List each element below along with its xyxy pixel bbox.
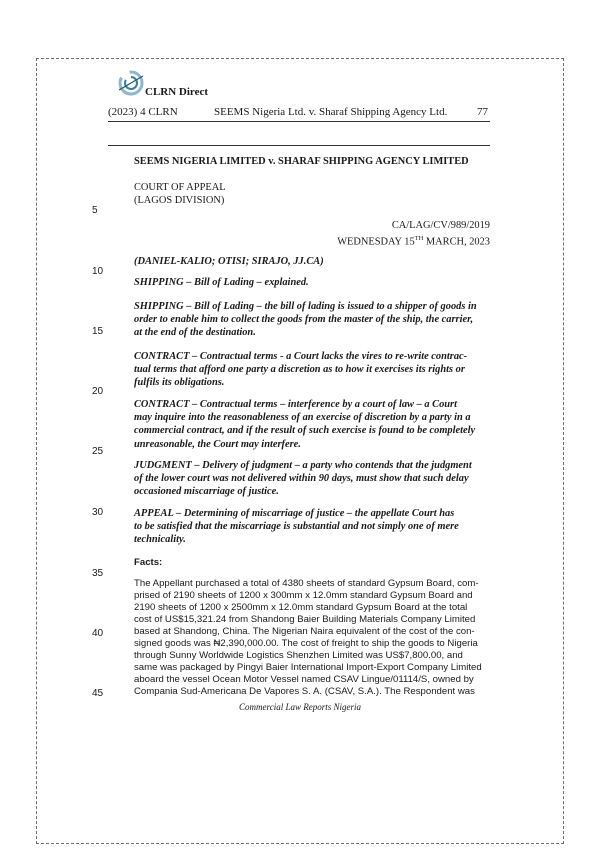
title-rule (108, 145, 490, 146)
clrn-logo-icon (116, 68, 146, 98)
case-title: SEEMS NIGERIA LIMITED v. SHARAF SHIPPING AGENCY LIMITED (134, 156, 469, 167)
catchword-shipping-explained (134, 276, 490, 289)
page-footer: Commercial Law Reports Nigeria (239, 702, 361, 712)
catchword-line: fulfils its obligations. (134, 377, 225, 389)
line-number: 5 (92, 205, 98, 216)
catchword-line: SHIPPING – Bill of Lading – the bill of lading is issued to a shipper of goods in (134, 301, 477, 312)
running-head (108, 106, 490, 120)
line-number: 45 (92, 688, 104, 699)
court-division: (LAGOS DIVISION) (134, 195, 225, 206)
line-number: 25 (92, 446, 104, 457)
catchword-line: SHIPPING – Bill of Lading – explained. (134, 277, 309, 288)
line-number: 20 (92, 386, 104, 397)
facts-line: through Sunny Worldwide Logistics Shenzhen Limited was US$7,800.00, and (134, 650, 463, 661)
facts-line: same was packaged by Pingyi Baier International Import-Export Company Limited (134, 662, 482, 673)
catchword-line: tual terms that afford one party a discretion as to how it exercises its rights or (134, 364, 465, 376)
facts-heading: Facts: (134, 557, 163, 568)
judgment-date (337, 232, 490, 249)
catchword-line: CONTRACT – Contractual terms – interference by a court of law – a Court (134, 399, 457, 410)
header-rule (108, 121, 490, 122)
catchword-line: may inquire into the reasonableness of an exercise of discretion by a party in a (134, 412, 471, 424)
panel-justices: (DANIEL-KALIO; OTISI; SIRAJO, JJ.CA) (134, 256, 324, 267)
running-head-citation: (2023) 4 CLRN (108, 106, 178, 118)
catchword-line: JUDGMENT – Delivery of judgment – a party who contends that the judgment (134, 460, 472, 471)
catchword-line: of the lower court was not delivered within 90 days, must show that such delay (134, 473, 469, 485)
page-number: 77 (477, 106, 488, 118)
date-day: WEDNESDAY 15 (337, 236, 415, 248)
facts-line: based at Shandong, China. The Nigerian Naira equivalent of the cost of the con- (134, 626, 475, 637)
line-number: 35 (92, 568, 104, 579)
suit-number: CA/LAG/CV/989/2019 (391, 220, 490, 231)
facts-line: 2190 sheets of 1200 x 2500mm x 12.0mm standard Gypsum Board at the total (134, 602, 468, 613)
catchword-line: unreasonable, the Court may interfere. (134, 438, 301, 450)
line-number: 10 (92, 266, 104, 277)
catchword-line: to be satisfied that the miscarriage is substantial and not simply one of mere (134, 521, 459, 533)
catchword-shipping-bill-of-lading (134, 300, 490, 340)
court-name: COURT OF APPEAL (134, 182, 226, 193)
line-number: 30 (92, 507, 104, 518)
facts-line: prised of 2190 sheets of 1200 x 300mm x 12.0mm standard Gypsum Board and (134, 590, 473, 601)
facts-line: cost of US$15,321.24 from Shandong Baier Building Materials Company Limited (134, 614, 476, 625)
catchword-line: commercial contract, and if the result of such exercise is found to be completely (134, 425, 476, 437)
line-number: 15 (92, 326, 104, 337)
catchword-contract-interference (134, 398, 490, 451)
facts-body (134, 578, 490, 698)
catchword-line: order to enable him to collect the goods from the master of the ship, the carrier, (134, 314, 474, 326)
facts-line: Compania Sud-Americana De Vapores S. A. (CSAV, S.A.). The Respondent was (134, 686, 475, 697)
catchword-line: occasioned miscarriage of justice. (134, 486, 279, 498)
catchword-contract-terms (134, 350, 490, 390)
brand-name: CLRN Direct (145, 86, 209, 98)
catchword-appeal-miscarriage (134, 507, 490, 547)
catchword-line: CONTRACT – Contractual terms - a Court lacks the vires to re-write contrac- (134, 351, 468, 362)
facts-line: signed goods was ₦2,390,000.00. The cost of freight to ship the goods to Nigeria (134, 638, 478, 649)
facts-line: aboard the vessel Ocean Motor Vessel named CSAV Lingue/01114/S, owned by (134, 674, 474, 685)
date-ordinal: TH (414, 235, 424, 242)
facts-line: The Appellant purchased a total of 4380 sheets of standard Gypsum Board, com- (134, 578, 479, 589)
date-rest: MARCH, 2023 (423, 236, 490, 248)
running-head-title: SEEMS Nigeria Ltd. v. Sharaf Shipping Agency Ltd. (214, 106, 448, 118)
catchword-judgment-delivery (134, 459, 490, 499)
catchword-line: APPEAL – Determining of miscarriage of justice – the appellate Court has (134, 508, 455, 519)
line-number: 40 (92, 628, 104, 639)
catchword-line: at the end of the destination. (134, 327, 256, 339)
catchword-line: technicality. (134, 534, 186, 546)
